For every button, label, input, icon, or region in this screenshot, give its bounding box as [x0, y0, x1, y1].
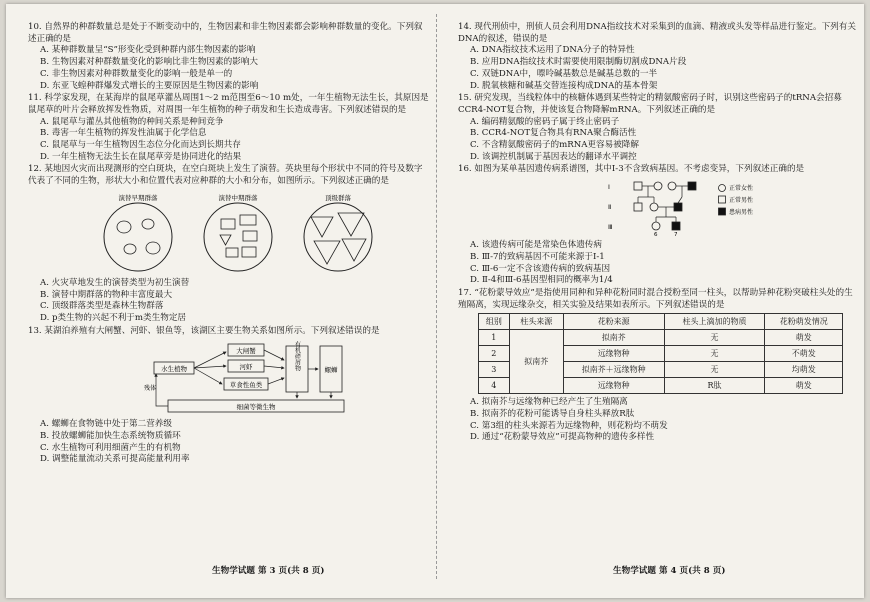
succession-diagram	[28, 191, 430, 275]
population-shape	[146, 242, 160, 254]
page-footer: 生物学试题 第 3 页(共 8 页)	[212, 566, 325, 576]
option: C. 双链DNA中，嘌呤碱基数总是碱基总数的一半	[470, 68, 658, 79]
table-cell: 萌发	[765, 378, 843, 394]
option: C. 非生物因素对种群数量变化的影响一般是单一的	[40, 68, 233, 79]
option: B. 拟南芥的花粉可能诱导自身柱头释放R肽	[470, 409, 635, 420]
population-shape	[117, 221, 131, 233]
option: A. 编码精氨酸的密码子属于终止密码子	[470, 116, 620, 127]
table-cell: 萌发	[765, 330, 843, 346]
option: D. 东亚飞蝗种群爆发式增长的主要原因是生物因素的影响	[40, 80, 259, 91]
table-cell: 3	[479, 362, 510, 378]
legend-label: 患病男性	[729, 209, 754, 217]
option: D. 一年生植物无法生长在鼠尾草旁是协同进化的结果	[40, 151, 242, 162]
generation-label: Ⅲ	[608, 223, 613, 232]
option: A. 该遗传病可能是常染色体遗传病	[470, 240, 602, 251]
table-cell: 均萌发	[765, 362, 843, 378]
table-cell: R肽	[664, 378, 765, 394]
question-15	[458, 93, 860, 163]
mid-community-circle	[204, 203, 272, 271]
option: D. Ⅱ-4和Ⅲ-6基因型相同的概率为1/4	[470, 275, 613, 286]
experiment-table	[478, 313, 843, 394]
option: B. Ⅲ-7的致病基因不可能来源于Ⅰ-1	[470, 251, 605, 262]
page-footer: 生物学试题 第 4 页(共 8 页)	[613, 566, 726, 576]
food-web-figure	[28, 340, 430, 416]
option: D. 脱氧核糖和碱基交替连接构成DNA的基本骨架	[470, 80, 658, 91]
node-label: 细菌等微生物	[236, 403, 276, 412]
node-label: 河虾	[239, 363, 253, 372]
legend-label: 正常女性	[729, 185, 754, 193]
option: B. 投放螺蛳能加快生态系统物质循环	[40, 431, 181, 442]
option: C. 不含精氨酸密码子的mRNA更容易被降解	[470, 140, 639, 151]
legend-label: 正常男性	[729, 197, 754, 205]
table-cell: 拟南芥	[509, 330, 563, 394]
table-header: 柱头来源	[509, 314, 563, 330]
node-label: 残体	[144, 385, 157, 393]
table-cell: 无	[664, 362, 765, 378]
question-17	[458, 288, 860, 444]
table-header: 组别	[479, 314, 510, 330]
population-shape	[342, 239, 366, 261]
option: A. 某种群数量呈“S”形变化受到种群内部生物因素的影响	[40, 45, 256, 56]
option: C. 水生植物可利用细菌产生的有机物	[40, 442, 181, 453]
population-shape	[221, 219, 235, 229]
generation-label: Ⅱ	[608, 203, 612, 212]
figure-label: 演替早期群落	[118, 193, 158, 202]
option: B. 演替中期群落的物种丰富度最大	[40, 289, 173, 300]
population-shape	[314, 241, 340, 264]
early-community-circle	[104, 203, 172, 271]
generation-label: Ⅰ	[608, 183, 610, 192]
question-14	[458, 22, 860, 92]
individual-number: 6	[654, 232, 658, 238]
question-stem: 15. 研究发现，当线粒体中的核糖体遇到某些特定的精氨酸密码子时，识别这些密码子的tRNA会招募CCR4-NOT复合物，并使该复合物降解mRNA。下列叙述正确的是	[458, 93, 842, 115]
individual-number: 7	[674, 232, 678, 238]
option: D. 通过“花粉蒙导效应”可提高物种的遗传多样性	[470, 432, 655, 443]
option: D. 该调控机制属于基因表达的翻译水平调控	[470, 151, 637, 162]
population-shape	[243, 231, 257, 241]
food-web-diagram	[28, 340, 430, 416]
question-stem: 11. 科学家发现，在某海岸的鼠尾草灌丛周围1～2 m范围至6～10 m处，一年生植物无法生长，其原因是鼠尾草的叶片会释放挥发性物质，对周围一年生植物的种子萌发和生长造成毒害。下列叙述错误的是	[28, 93, 429, 115]
population-shape	[311, 217, 333, 237]
table-header: 花粉来源	[563, 314, 664, 330]
figure-label: 演替中期群落	[218, 193, 258, 202]
table-cell: 1	[479, 330, 510, 346]
option: A. 拟南芥与远缘物种已经产生了生殖隔离	[470, 397, 628, 408]
node-label: 有机碎屑物	[293, 341, 301, 372]
left-column	[28, 22, 430, 467]
question-stem: 10. 自然界的种群数量总是处于不断变动中的，生物因素和非生物因素都会影响种群数量的变化。下列叙述正确的是	[28, 22, 423, 44]
center-divider	[436, 14, 437, 579]
question-10	[28, 22, 430, 92]
option: C. 顶级群落类型是森林生物群落	[40, 301, 164, 312]
option: C. Ⅲ-6一定不含该遗传病的致病基因	[470, 263, 611, 274]
table-cell: 不萌发	[765, 346, 843, 362]
option: B. CCR4-NOT复合物具有RNA聚合酶活性	[470, 128, 637, 139]
option: B. 毒害一年生植物的挥发性油属于化学信息	[40, 128, 207, 139]
question-stem: 12. 某地因火灾而出现测形的空白斑块，在空白斑块上发生了演替。英块里每个形状中不同的符号及数字代表了不同的生物，形状大小和位置代表对应种群的大小和分布，如图所示。下列叙述正确的是	[28, 164, 423, 187]
question-stem: 16. 如图为某单基因遗传病系谱图，其中Ⅰ-3不含致病基因。不考虑变异，下列叙述正确的是	[458, 164, 805, 175]
population-shape	[338, 213, 364, 236]
population-shape	[142, 219, 154, 229]
question-12	[28, 164, 430, 324]
node-label: 草食性鱼类	[229, 381, 263, 390]
table-cell: 无	[664, 330, 765, 346]
table-row	[479, 330, 843, 346]
population-shape	[242, 247, 256, 257]
option: C. 第3组的柱头来源若为远缘物种，则花粉均不萌发	[470, 420, 668, 431]
option: A. 鼠尾草与灌丛其他植物的种间关系是种间竞争	[40, 116, 224, 127]
table-header: 柱头上滴加的物质	[664, 314, 765, 330]
question-16	[458, 164, 860, 287]
exam-sheet	[6, 4, 864, 598]
question-stem: 14. 现代刑侦中，刑侦人员会利用DNA指纹技术对采集到的血滴、精液或头发等样品进行鉴定。下列有关DNA的叙述，错误的是	[458, 22, 856, 44]
population-shape	[124, 244, 136, 254]
option: D. 调整能量流动关系可提高能量利用率	[40, 454, 190, 465]
option: B. 生物因素对种群数量变化的影响比非生物因素的影响大	[40, 57, 259, 68]
population-shape	[240, 215, 256, 225]
table-cell: 2	[479, 346, 510, 362]
option: B. 应用DNA指纹技术时需要使用限制酶切割成DNA片段	[470, 57, 687, 68]
node-label: 水生植物	[161, 365, 187, 374]
table-cell: 拟南芥＋远缘物种	[563, 362, 664, 378]
option: D. p类生物的兴起不利于m类生物定居	[40, 312, 187, 323]
option: C. 鼠尾草与一年生植物因生态位分化而达到长期共存	[40, 140, 241, 151]
question-stem: 13. 某湖泊养殖有大闸蟹、河虾、银鱼等，该湖区主要生物关系如图所示。下列叙述错误的是	[28, 325, 380, 336]
question-stem: 17. “花粉蒙导效应”是指使用同种和异种花粉同时混合授粉至同一柱头，以帮助异种花粉突破柱头处的生殖隔离，实现远缘杂交，相关实验及结果如表所示。下列叙述错误的是	[458, 287, 853, 310]
succession-figure	[28, 191, 430, 275]
right-column	[458, 22, 860, 445]
figure-label: 顶级群落	[325, 193, 351, 202]
option: A. 螺蛳在食物链中处于第二营养级	[40, 419, 172, 430]
population-shape	[226, 248, 238, 257]
table-header: 花粉萌发情况	[765, 314, 843, 330]
table-cell: 4	[479, 378, 510, 394]
pedigree-figure	[458, 179, 860, 237]
table-cell: 远缘物种	[563, 378, 664, 394]
population-shape	[220, 235, 231, 245]
question-13	[28, 326, 430, 467]
pedigree-chart	[458, 179, 860, 237]
node-label: 大闸蟹	[236, 347, 256, 356]
node-label: 螺蛳	[324, 366, 338, 375]
option: A. 火灾草地发生的演替类型为初生演替	[40, 277, 190, 288]
table-cell: 无	[664, 346, 765, 362]
question-11	[28, 93, 430, 163]
table-cell: 远缘物种	[563, 346, 664, 362]
option: A. DNA指纹技术运用了DNA分子的特异性	[470, 45, 635, 56]
table-cell: 拟南芥	[563, 330, 664, 346]
